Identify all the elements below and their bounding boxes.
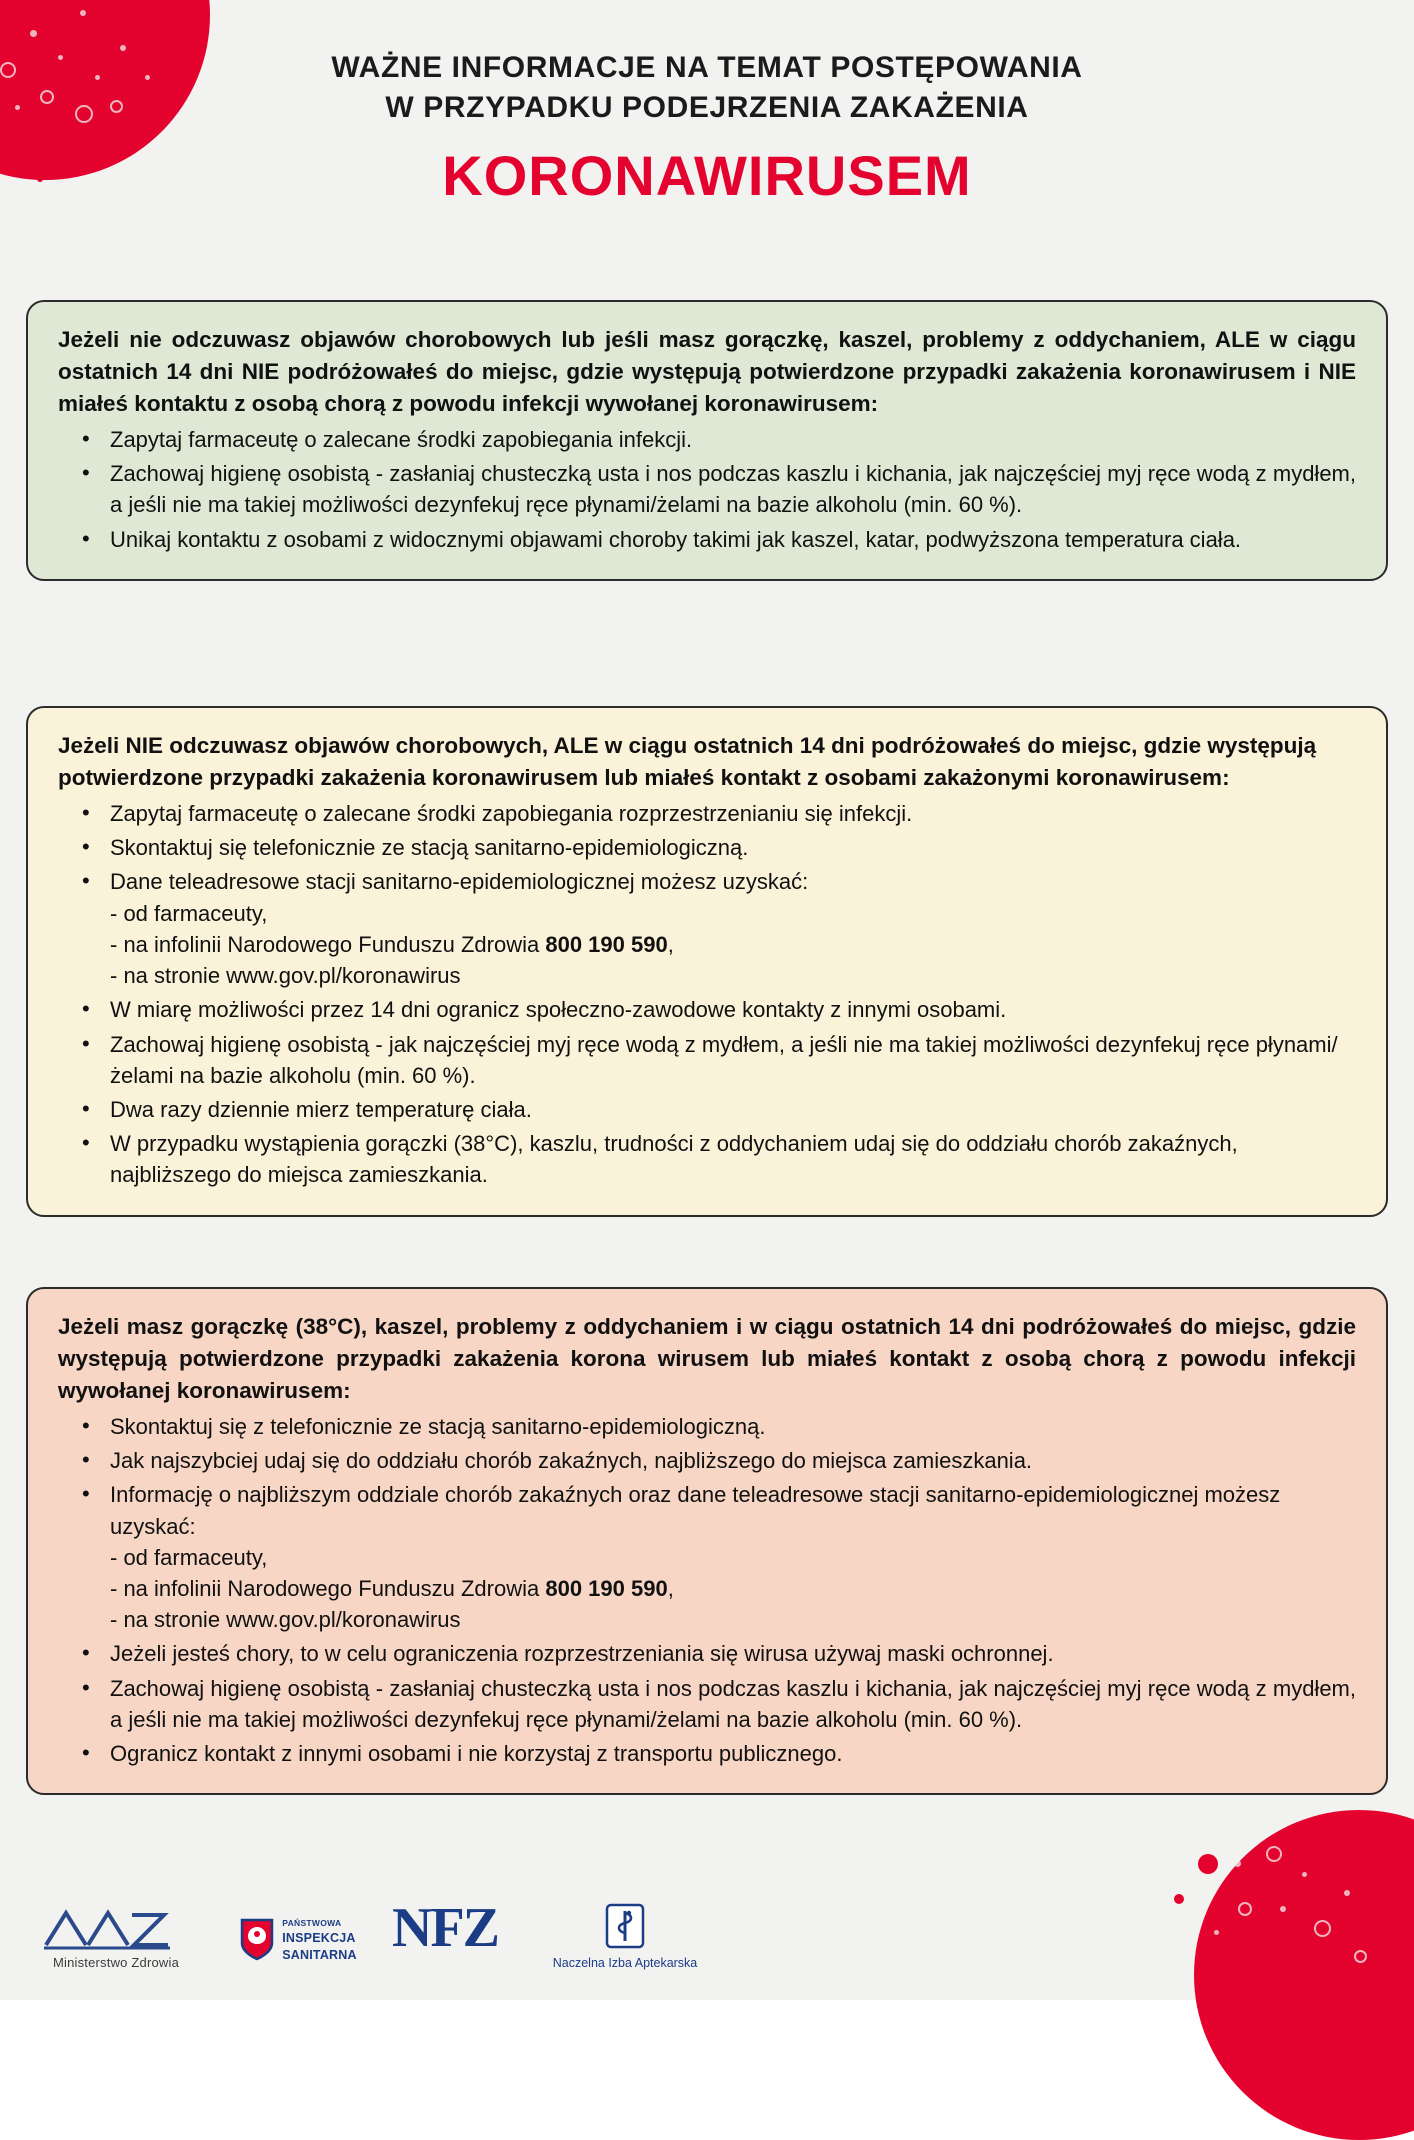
logo-nfz <box>350 1897 540 1959</box>
list-item-text: Dane teleadresowe stacji sanitarno-epidemiologicznej możesz uzyskać: <box>110 869 809 895</box>
list-item: • Jeżeli jesteś chory, to w celu ograniczenia rozprzestrzeniania się wirusa używaj maski ochronnej. <box>58 1638 1356 1669</box>
list-item: • Zapytaj farmaceutę o zalecane środki zapobiegania rozprzestrzenianiu się infekcji. <box>58 798 1356 829</box>
hotline-prefix: - na infolinii Narodowego Funduszu Zdrowia <box>110 1575 546 1601</box>
list-item <box>58 1479 1356 1635</box>
page-title <box>0 48 1414 208</box>
list-item <box>58 866 1356 991</box>
list-item: • Dwa razy dziennie mierz temperaturę ciała. <box>58 1094 1356 1125</box>
contact-sub-line-website: - na stronie www.gov.pl/koronawirus <box>110 1607 461 1633</box>
title-highlight: KORONAWIRUSEM <box>442 144 972 208</box>
list-item: • Zachowaj higienę osobistą - zasłaniaj chusteczką usta i nos podczas kaszlu i kichania, jak najczęściej myj ręce wodą z mydłem, a jeśli nie ma takiej możliwości dezynfekuj ręce płynami/żelami na bazie alkoholu (min. 60 %). <box>58 458 1356 520</box>
panel-recommendation-list <box>58 1411 1356 1770</box>
ministry-mark-icon <box>36 1905 196 1951</box>
nfz-wordmark: NFZ <box>392 1897 498 1959</box>
list-item: • Skontaktuj się telefonicznie ze stacją sanitarno-epidemiologiczną. <box>58 832 1356 863</box>
list-item: • W miarę możliwości przez 14 dni ogranicz społeczno-zawodowe kontakty z innymi osobami. <box>58 994 1356 1025</box>
footer-logos <box>0 1850 1414 2000</box>
info-panel-no-symptoms-with-travel <box>26 706 1388 1217</box>
list-item: • Zapytaj farmaceutę o zalecane środki zapobiegania infekcji. <box>58 424 1356 455</box>
list-item-text: Informację o najbliższym oddziale chorób zakaźnych oraz dane teleadresowe stacji sanitarno-epidemiologicznej możesz uzyskać: <box>110 1482 1281 1539</box>
nia-caption: Naczelna Izba Aptekarska <box>552 1956 698 1970</box>
panel-lead-text: Jeżeli masz gorączkę (38°C), kaszel, problemy z oddychaniem i w ciągu ostatnich 14 dni podróżowałeś do miejsc, gdzie występują potwierdzone przypadki zakażenia korona wirusem lub miałeś kontakt z osobą chorą z powodu infekcji wywołanej koronawirusem: <box>58 1314 1356 1403</box>
title-line-1: WAŻNE INFORMACJE NA TEMAT POSTĘPOWANIA <box>331 51 1083 84</box>
hotline-suffix: , <box>667 1575 674 1601</box>
logo-ministerstwo-zdrowia <box>36 1905 196 1970</box>
contact-sub-line-hotline <box>110 929 1356 960</box>
contact-sub-line-pharmacist: - od farmaceuty, <box>110 1544 268 1570</box>
ministry-caption: Ministerstwo Zdrowia <box>52 1955 180 1970</box>
hotline-prefix: - na infolinii Narodowego Funduszu Zdrowia <box>110 931 546 957</box>
pis-line-2: INSPEKCJA <box>282 1931 356 1946</box>
panel-recommendation-list <box>58 424 1356 555</box>
list-item: • Zachowaj higienę osobistą - zasłaniaj chusteczką usta i nos podczas kaszlu i kichania, jak najczęściej myj ręce wodą z mydłem, a jeśli nie ma takiej możliwości dezynfekuj ręce płynami/żelami na bazie alkoholu (min. 60 %). <box>58 1673 1356 1735</box>
contact-sub-line-website: - na stronie www.gov.pl/koronawirus <box>110 963 461 989</box>
hotline-suffix: , <box>667 931 674 957</box>
pis-line-3: SANITARNA <box>282 1948 357 1963</box>
logo-panstwowa-inspekcja-sanitarna <box>228 1914 368 1964</box>
list-item: • Ogranicz kontakt z innymi osobami i nie korzystaj z transportu publicznego. <box>58 1738 1356 1769</box>
hotline-phone-number: 800 190 590 <box>545 1575 668 1601</box>
aesculapius-icon <box>530 1901 720 1953</box>
title-line-2: W PRZYPADKU PODEJRZENIA ZAKAŻENIA <box>385 90 1029 124</box>
list-item: • Zachowaj higienę osobistą - jak najczęściej myj ręce wodą z mydłem, a jeśli nie ma takiej możliwości dezynfekuj ręce płynami/żelami na bazie alkoholu (min. 60 %). <box>58 1029 1356 1091</box>
hotline-phone-number: 800 190 590 <box>545 931 668 957</box>
list-item: • Skontaktuj się z telefonicznie ze stacją sanitarno-epidemiologiczną. <box>58 1411 1356 1442</box>
list-item: • Jak najszybciej udaj się do oddziału chorób zakaźnych, najbliższego do miejsca zamieszkania. <box>58 1445 1356 1476</box>
contact-sub-line-pharmacist: - od farmaceuty, <box>110 900 268 926</box>
panel-lead-text: Jeżeli nie odczuwasz objawów chorobowych lub jeśli masz gorączkę, kaszel, problemy z oddychaniem, ALE w ciągu ostatnich 14 dni NIE podróżowałeś do miejsc, gdzie występują potwierdzone przypadki zakażenia koronawirusem i NIE miałeś kontaktu z osobą chorą z powodu infekcji wywołanej koronawirusem: <box>58 327 1356 416</box>
panel-lead-text: Jeżeli NIE odczuwasz objawów chorobowych, ALE w ciągu ostatnich 14 dni podróżowałeś do miejsc, gdzie występują potwierdzone przypadki zakażenia koronawirusem lub miałeś kontakt z osobami zakażonymi koronawirusem: <box>58 733 1317 790</box>
info-panel-symptoms-and-travel <box>26 1287 1388 1795</box>
eagle-shield-icon <box>239 1917 275 1961</box>
pis-text-block <box>282 1914 356 1964</box>
pis-line-1: PAŃSTWOWA <box>282 1917 342 1928</box>
contact-sub-line-hotline <box>110 1573 1356 1604</box>
info-panel-no-symptoms-no-travel <box>26 300 1388 581</box>
list-item: • W przypadku wystąpienia gorączki (38°C), kaszlu, trudności z oddychaniem udaj się do oddziału chorób zakaźnych, najbliższego do miejsca zamieszkania. <box>58 1128 1356 1190</box>
list-item: • Unikaj kontaktu z osobami z widocznymi objawami choroby takimi jak kaszel, katar, podwyższona temperatura ciała. <box>58 524 1356 555</box>
logo-naczelna-izba-aptekarska <box>530 1901 720 1970</box>
panel-recommendation-list <box>58 798 1356 1191</box>
